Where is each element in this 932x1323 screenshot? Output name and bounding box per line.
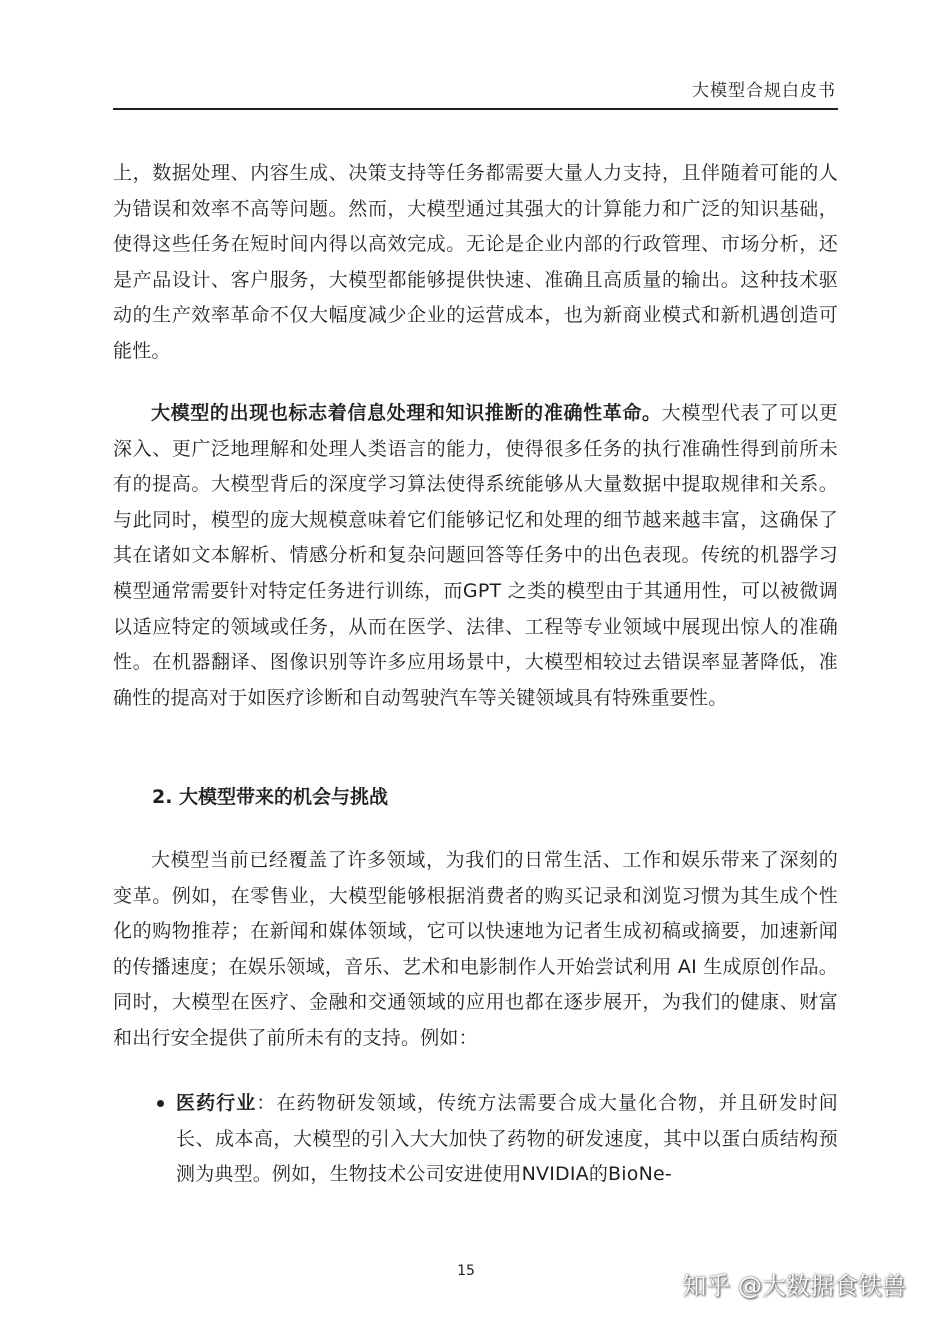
bullet-dot-icon: [157, 1100, 164, 1107]
bullet-label: 医药行业: [176, 1092, 257, 1114]
bullet-item-pharma: [113, 1086, 838, 1193]
section-heading: 2. 大模型带来的机会与挑战: [152, 786, 389, 808]
watermark: 知乎 @大数据食铁兽: [682, 1272, 906, 1300]
paragraph-productivity: 上，数据处理、内容生成、决策支持等任务都需要大量人力支持，且伴随着可能的人为错误和效率不高等问题。然而，大模型通过其强大的计算能力和广泛的知识基础，使得这些任务在短时间内得以高效完成。无论是企业内部的行政管理、市场分析，还是产品设计、客户服务，大模型都能够提供快速、准确且高质量的输出。这种技术驱动的生产效率革命不仅大幅度减少企业的运营成本，也为新商业模式和新机遇创造可能性。: [113, 162, 838, 362]
bullet-body: ：在药物研发领域，传统方法需要合成大量化合物，并且研发时间长、成本高，大模型的引入大大加快了药物的研发速度，其中以蛋白质结构预测为典型。例如，生物技术公司安进使用NVIDIA的BioNe-: [176, 1092, 838, 1186]
page-number: 15: [457, 1263, 475, 1279]
paragraph-accuracy-lead: 大模型的出现也标志着信息处理和知识推断的准确性革命。: [151, 402, 662, 424]
paragraph-opportunities: 大模型当前已经覆盖了许多领域，为我们的日常生活、工作和娱乐带来了深刻的变革。例如，在零售业，大模型能够根据消费者的购买记录和浏览习惯为其生成个性化的购物推荐；在新闻和媒体领域，它可以快速地为记者生成初稿或摘要，加速新闻的传播速度；在娱乐领域，音乐、艺术和电影制作人开始尝试利用 AI 生成原创作品。同时，大模型在医疗、金融和交通领域的应用也都在逐步展开，为我们的健康、财富和出行安全提供了前所未有的支持。例如：: [113, 849, 838, 1049]
paragraph-accuracy: [113, 396, 838, 716]
paragraph-accuracy-body: 大模型代表了可以更深入、更广泛地理解和处理人类语言的能力，使得很多任务的执行准确性得到前所未有的提高。大模型背后的深度学习算法使得系统能够从大量数据中提取规律和关系。与此同时，模型的庞大规模意味着它们能够记忆和处理的细节越来越丰富，这确保了其在诸如文本解析、情感分析和复杂问题回答等任务中的出色表现。传统的机器学习模型通常需要针对特定任务进行训练，而GPT 之类的模型由于其通用性，可以被微调以适应特定的领域或任务，从而在医学、法律、工程等专业领域中展现出惊人的准确性。在机器翻译、图像识别等许多应用场景中，大模型相较过去错误率显著降低，准确性的提高对于如医疗诊断和自动驾驶汽车等关键领域具有特殊重要性。: [113, 402, 838, 709]
running-header-title: 大模型合规白皮书: [692, 81, 836, 101]
bullet-text: [176, 1086, 838, 1193]
header-divider: [113, 108, 838, 110]
